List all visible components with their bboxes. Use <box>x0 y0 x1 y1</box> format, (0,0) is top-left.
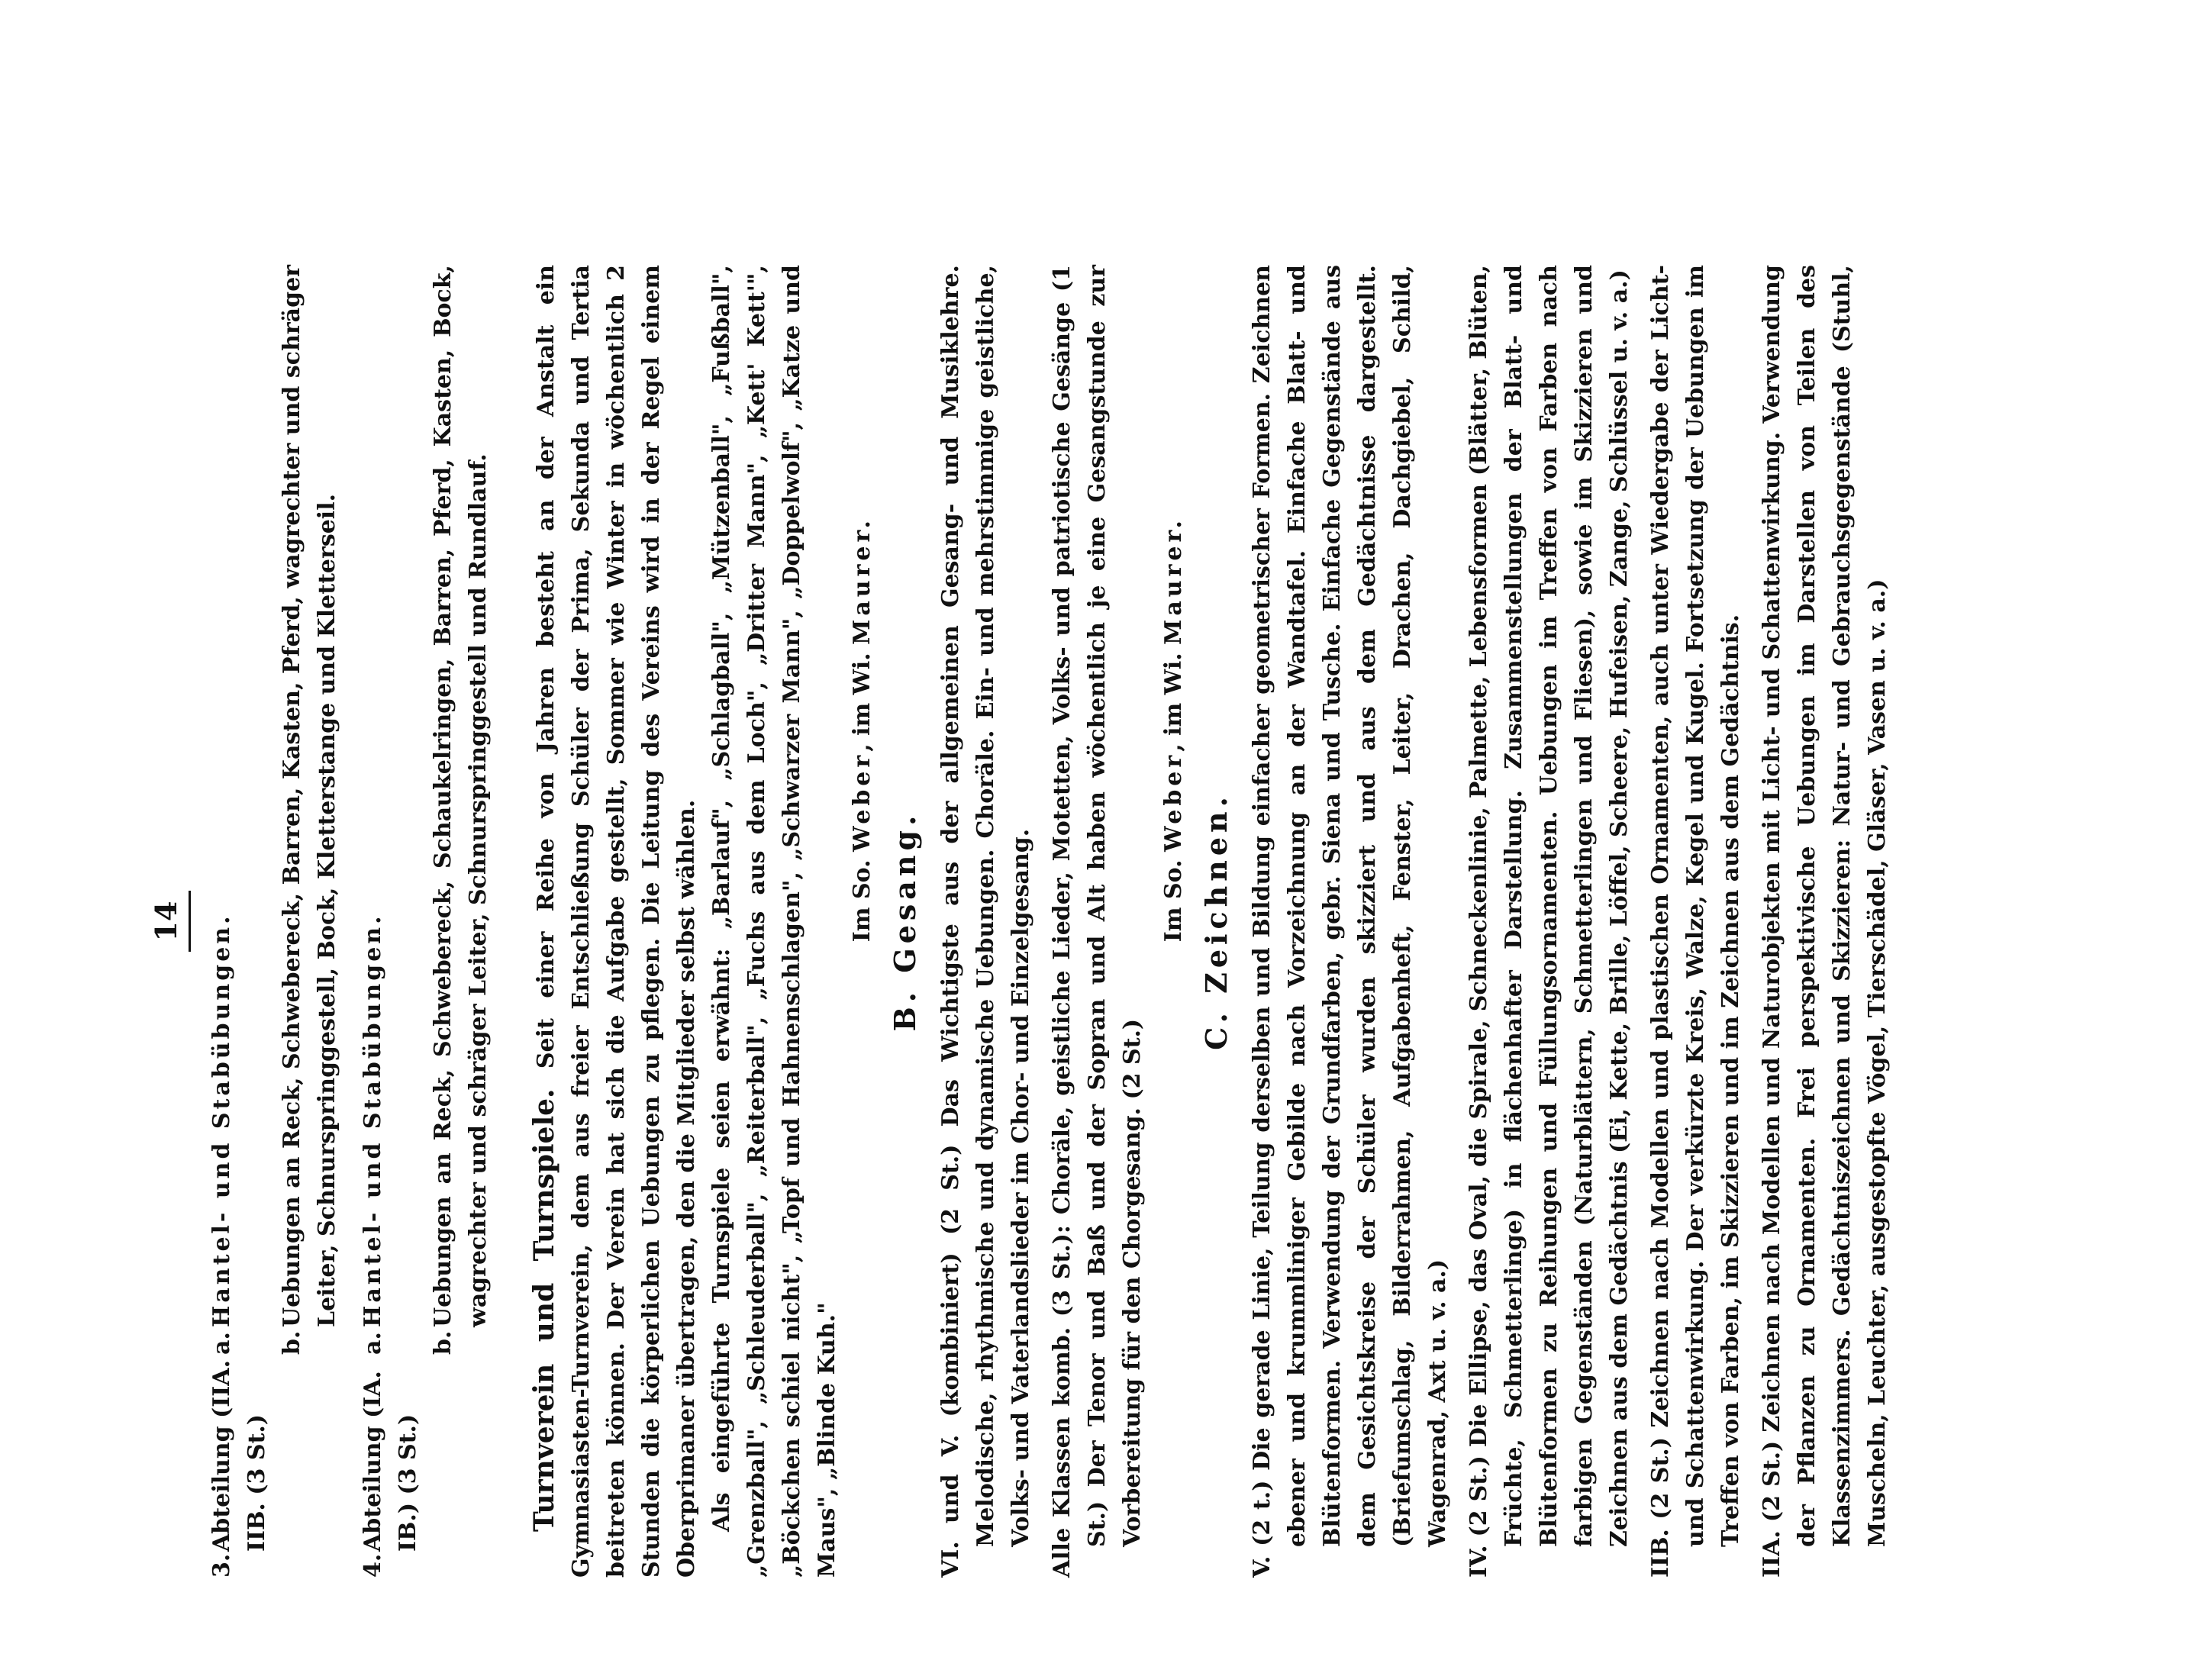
entry-text: Zeichnen nach Modellen und plastischen Ornamenten, auch unter Wiedergabe der Licht- und Schattenwirkung. Der verkürzte Kreis, Walze, Kegel und Kugel. Fortsetzung der Uebungen im Treffen von Farben, im Skizzieren und im Zeichnen aus dem Gedächtnis. <box>1647 265 1744 1547</box>
zeichnen-title: C. Zeichnen. <box>1199 792 1233 1050</box>
entry-lead: IV. (2 St.) <box>1466 1455 1492 1578</box>
turnverein-heading: Turnverein und Turnspiele. <box>528 1088 560 1532</box>
entry-text: Die Ellipse, das Oval, die Spirale, Schneckenlinie, Palmette, Lebensformen (Blätter, Blüten, Früchte, Schmetterlinge) in flächenhafter Darstellung. Zusammenstellungen der Blatt- und Blütenformen zu Reihungen und Füllungsornamenten. Uebungen im Treffen von Farben nach farbigen Gegenständen (Naturblättern, Schmetterlingen und Fliesen), sowie im Skizzieren und Zeichnen aus dem Gedächtnis (Ei, Kette, Brille, Löffel, Scheere, Hufeisen, Zange, Schlüssel u. v. a.) <box>1466 265 1633 1547</box>
page-number: 14 <box>149 901 183 942</box>
zeichnen-entry <box>1462 265 1637 1578</box>
item-letter: b. <box>430 1330 456 1355</box>
gesang-entry <box>933 265 1039 1578</box>
gesang-signature <box>1156 265 1191 1578</box>
gym-group-3 <box>205 265 345 1578</box>
header-rule <box>189 891 191 952</box>
gym-group-row <box>275 265 345 1578</box>
signature-prefix: Im So. <box>849 859 875 943</box>
page-content <box>149 265 1901 1578</box>
group-number: 4. <box>360 1553 386 1578</box>
group-number: 3. <box>208 1553 235 1578</box>
entry-text: Zeichnen nach Modellen und Naturobjekten mit Licht- und Schattenwirkung. Verwendung der Pflanzen zu Ornamenten. Frei perspektivische Uebungen im Darstellen von Teilen des Klassenzimmers. Gedächtniszeichnen und Skizzieren: Natur- und Gebrauchsgegenstände (Stuhl, Muscheln, Leuchter, ausgestopfte Vögel, Tierschädel, Gläser, Vasen u. v. a.) <box>1759 264 1891 1547</box>
zeichnen-entry <box>1755 265 1895 1578</box>
signature-prefix: Im So. <box>1160 859 1187 943</box>
signature-mid: , im Wi. <box>1160 653 1187 752</box>
section-gap <box>507 265 527 1578</box>
item-text: Hantel- und Stabübungen. <box>208 913 235 1327</box>
turnverein-signature <box>845 265 880 1578</box>
gym-group-row <box>356 265 426 1578</box>
turnverein-paragraph <box>527 265 705 1578</box>
gesang-entry <box>1045 265 1150 1578</box>
gym-group-row <box>426 265 496 1578</box>
gesang-title: B. Gesang. <box>888 811 922 1032</box>
entry-text: Die gerade Linie, Teilung derselben und Bildung einfacher geometrischer Formen. Zeichnen ebener und krummliniger Gebilde nach Vorzeichnung an der Wandtafel. Einfache Blatt- und Blütenformen. Verwendung der Grundfarben, gebr. Siena und Tusche. Einfache Gegenstände aus dem Gesichtskreise der Schüler wurden skizziert und aus dem Gedächtnisse dargestellt. (Briefumschlag, Bilderrahmen, Aufgabenheft, Fenster, Leiter, Drachen, Dachgiebel, Schild, Wagenrad, Axt u. v. a.) <box>1249 265 1451 1547</box>
rotated-page <box>0 177 2212 1673</box>
item-text: Uebungen an Reck, Schwebereck, Schaukelringen, Barren, Pferd, Kasten, Bock, wagrechter und schräger Leiter, Schnurspringgestell und Rundlauf. <box>430 265 492 1327</box>
group-label: Abteilung (IIA. IIB. (3 St.) <box>208 1359 270 1552</box>
entry-lead: Alle Klassen komb. (3 St.): <box>1049 1225 1075 1578</box>
zeichnen-entry <box>1245 265 1456 1578</box>
item-text: Hantel- und Stabübungen. <box>360 913 386 1327</box>
signature-name: Maurer. <box>849 517 875 645</box>
item-letter: a. <box>208 1332 235 1355</box>
item-text: Uebungen an Reck, Schwebereck, Barren, Kasten, Pferd, wagrechter und schräger Leiter, Schnurspringgestell, Bock, Kletterstange und Kletterseil. <box>279 265 340 1327</box>
turnverein-text: Seit einer Reihe von Jahren besteht an der Anstalt ein Gymnasiasten-Turnverein, dem aus freier Entschließung Schüler der Prima, Sekunda und Tertia beitreten können. Der Verein hat sich die Aufgabe gestellt, Sommer wie Winter in wöchentlich 2 Stunden die körperlichen Uebungen zu pflegen. Die Leitung des Vereins wird in der Regel einem Oberprimaner übertragen, den die Mitglieder selbst wählen. <box>533 264 700 1578</box>
entry-lead: VI. und V. (kombiniert) (2 St.) <box>937 1144 964 1578</box>
gym-group-row <box>205 265 275 1578</box>
item-letter: a. <box>360 1332 386 1355</box>
signature-name: Weber <box>849 751 875 852</box>
signature-name: Maurer. <box>1160 517 1187 645</box>
signature-name: Weber <box>1160 751 1187 852</box>
entry-lead: V. (2 t.) <box>1249 1480 1275 1578</box>
item-letter: b. <box>279 1330 305 1355</box>
entry-lead: IIB. (2 St.) <box>1647 1437 1674 1578</box>
group-label: Abteilung (IA. IB.) (3 St.) <box>360 1371 421 1552</box>
entry-text: Das Wichtigste aus der allgemeinen Gesang- und Musiklehre. Melodische, rhythmische und dynamische Uebungen. Choräle. Ein- und mehrstimmige geistliche, Volks- und Vaterlandslieder im Chor- und Einzelgesang. <box>937 265 1034 1547</box>
entry-lead: IIA. (2 St.) <box>1759 1440 1785 1578</box>
gym-group-4 <box>356 265 496 1578</box>
turnspiele-paragraph: Als eingeführte Turnspiele seien erwähnt: „Barlauf", „Schlagball", „Mützenball", „Fußball", „Grenzball", „Schleuderball", „Reiterball", „Fuchs aus dem Loch", „Dritter Mann", „Kett' Kett'", „Böckchen schiel nicht", „Topf und Hahnenschlagen", „Schwarzer Mann", „Doppelwolf", „Katze und Maus", „Blinde Kuh." <box>708 265 840 1578</box>
zeichnen-entry <box>1643 265 1749 1578</box>
entry-text: Choräle, geistliche Lieder, Motetten, Volks- und patriotische Gesänge (1 St.) Der Tenor und Baß und der Sopran und Alt haben wöchentlich je eine Gesangstunde zur Vorbereitung für den Chorgesang. (2 St.) <box>1049 265 1146 1547</box>
signature-mid: , im Wi. <box>849 653 875 752</box>
